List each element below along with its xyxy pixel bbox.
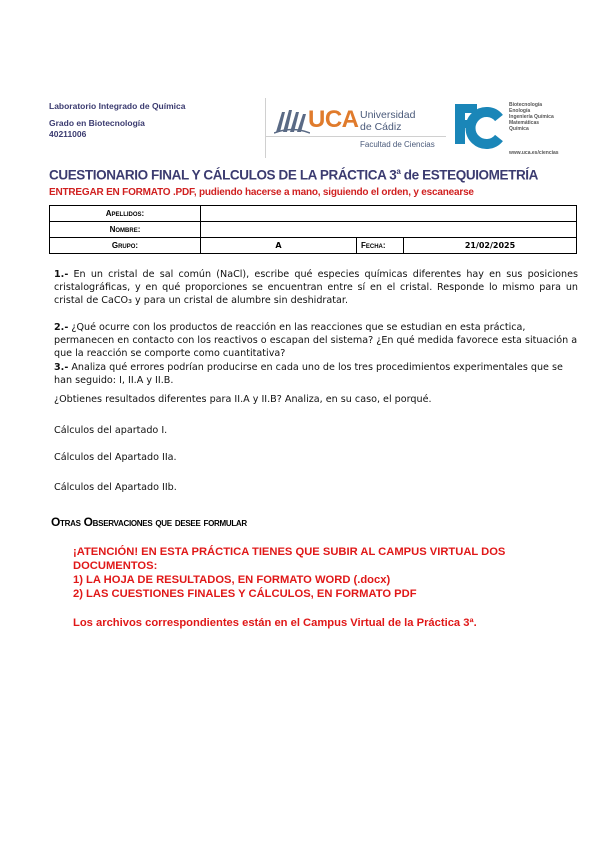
fc-degree: Ingeniería Química (509, 114, 554, 120)
alert-line-1: ¡ATENCIÓN! EN ESTA PRÁCTICA TIENES QUE SUBIR AL CAMPUS VIRTUAL DOS (73, 546, 506, 558)
alert-line-2: DOCUMENTOS: (73, 560, 158, 572)
uca-faculty: Facultad de Ciencias (360, 140, 435, 149)
calc-section-2: Cálculos del Apartado IIa. (54, 452, 177, 463)
grupo-label: Grupo: (50, 238, 201, 254)
fc-degree: Biotecnología (509, 102, 543, 108)
fecha-label: Fecha: (357, 238, 404, 254)
nombre-field[interactable] (201, 222, 577, 238)
alert-line-4: 2) LAS CUESTIONES FINALES Y CÁLCULOS, EN FORMATO PDF (73, 588, 417, 600)
alert-line-3: 1) LA HOJA DE RESULTADOS, EN FORMATO WORD (.docx) (73, 574, 391, 586)
uca-name-line2: de Cádiz (360, 121, 402, 133)
faculty-logo (453, 98, 583, 160)
calc-section-1: Cálculos del apartado I. (54, 425, 168, 436)
uca-logo (265, 98, 446, 158)
fc-emblem-icon (453, 100, 505, 150)
page-title: CUESTIONARIO FINAL Y CÁLCULOS DE LA PRÁCTICA 3$^a$ de ESTEQUIOMETRÍA (49, 167, 539, 183)
alert-line-5: Los archivos correspondientes están en el Campus Virtual de la Práctica 3ª. (73, 617, 477, 629)
question-1: 1.- En un cristal de sal común (NaCl), escribe qué especies químicas diferentes hay en sus posiciones cristalográficas, y en qué proporciones se encuentran entre sí en el cristal. Responde lo mismo para un cristal de CaCO₃ y para un cristal de alumbre sin deshidratar. (54, 269, 578, 306)
fc-degree: Enología (509, 108, 531, 114)
fc-degree: Química (509, 126, 529, 132)
question-2: 2.- ¿Qué ocurre con los productos de reacción en las reacciones que se estudian en esta práctica, permanecen en contacto con los reactivos o escapan del sistema? ¿En qué medida favorece esta situación a que la reacción se comporte como cuantitativa? (54, 322, 578, 359)
question-3b: ¿Obtienes resultados diferentes para II.A y II.B? Analiza, en su caso, el porqué. (54, 394, 432, 405)
fc-url: www.uca.es/ciencias (509, 150, 559, 156)
student-info-table (49, 205, 577, 254)
observations-heading: Otras Observaciones que desee formular (51, 515, 247, 529)
apellidos-label: Apellidos: (50, 206, 201, 222)
apellidos-field[interactable] (201, 206, 577, 222)
uca-wordmark: UCA (308, 106, 359, 133)
lab-name: Laboratorio Integrado de Química (49, 101, 186, 111)
nombre-label: Nombre: (50, 222, 201, 238)
uca-name-line1: Universidad (360, 109, 416, 121)
grupo-field[interactable]: A (201, 238, 357, 254)
fc-degree: Matemáticas (509, 120, 540, 126)
course-code: 40211006 (49, 129, 87, 139)
calc-section-3: Cálculos del Apartado IIb. (54, 482, 177, 493)
page-subtitle: ENTREGAR EN FORMATO .PDF, pudiendo hacerse a mano, siguiendo el orden, y escanearse (49, 187, 474, 198)
uca-emblem-icon (274, 108, 310, 134)
question-3: 3.- Analiza qué errores podrían producirse en cada uno de los tres procedimientos experimentales que se han seguido: I, II.A y II.B. (54, 362, 563, 386)
degree-name: Grado en Biotecnología (49, 118, 145, 128)
fecha-field[interactable]: 21/02/2025 (404, 238, 577, 254)
